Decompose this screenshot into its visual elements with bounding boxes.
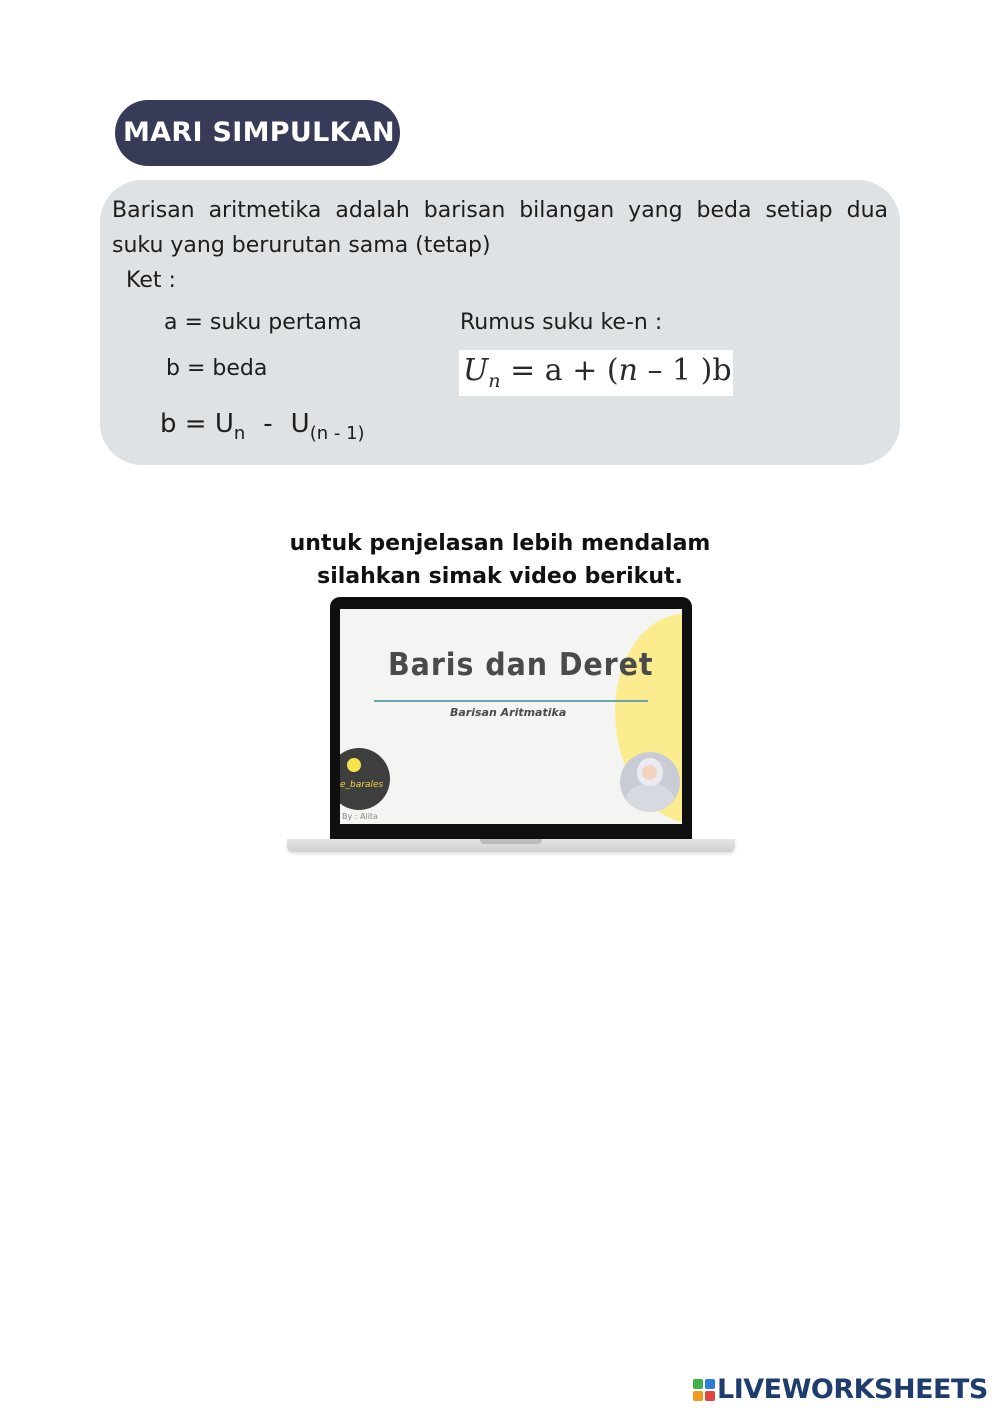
channel-logo-text: e_barales xyxy=(340,780,384,790)
difference-formula xyxy=(160,409,365,444)
presenter-avatar xyxy=(620,752,680,812)
video-subtitle: Barisan Aritmatika xyxy=(450,706,567,719)
formula-tail: – 1 )b xyxy=(647,353,732,388)
channel-logo xyxy=(340,748,390,810)
video-title: Baris dan Deret xyxy=(388,647,654,683)
formula-n: n xyxy=(618,353,638,388)
b-description: b = beda xyxy=(166,356,268,381)
section-title-badge xyxy=(115,100,400,166)
video-player[interactable] xyxy=(340,609,682,824)
footer-brand-text: LIVEWORKSHEETS xyxy=(717,1374,988,1405)
bformula-sub1: n xyxy=(233,423,246,444)
video-author: By : Alita xyxy=(342,812,378,821)
rumus-label: Rumus suku ke-n : xyxy=(460,310,663,335)
lightbulb-icon xyxy=(347,758,361,772)
section-title: MARI SIMPULKAN xyxy=(123,117,395,148)
a-description: a = suku pertama xyxy=(164,310,362,335)
ket-label: Ket : xyxy=(126,268,176,293)
formula-rest: = a + ( xyxy=(510,353,619,388)
laptop-notch xyxy=(480,839,542,844)
bformula-sub2: (n - 1) xyxy=(309,423,365,444)
formula-n-sub: n xyxy=(488,370,501,392)
nth-term-formula-box xyxy=(459,350,733,396)
nth-term-formula xyxy=(463,353,732,392)
formula-u: U xyxy=(463,353,489,388)
bformula-u2: U xyxy=(290,409,310,439)
video-title-underline xyxy=(374,700,648,702)
caption-line-1: untuk penjelasan lebih mendalam xyxy=(289,531,711,556)
caption-line-2: silahkan simak video berikut. xyxy=(317,564,683,589)
liveworksheets-logo-icon xyxy=(693,1379,715,1401)
definition-text: Barisan aritmetika adalah barisan bilangan yang beda setiap dua suku yang berurutan sama (tetap) xyxy=(112,198,888,258)
video-caption xyxy=(250,527,750,593)
bformula-lhs: b = U xyxy=(160,409,234,439)
bformula-minus: - xyxy=(263,409,273,439)
